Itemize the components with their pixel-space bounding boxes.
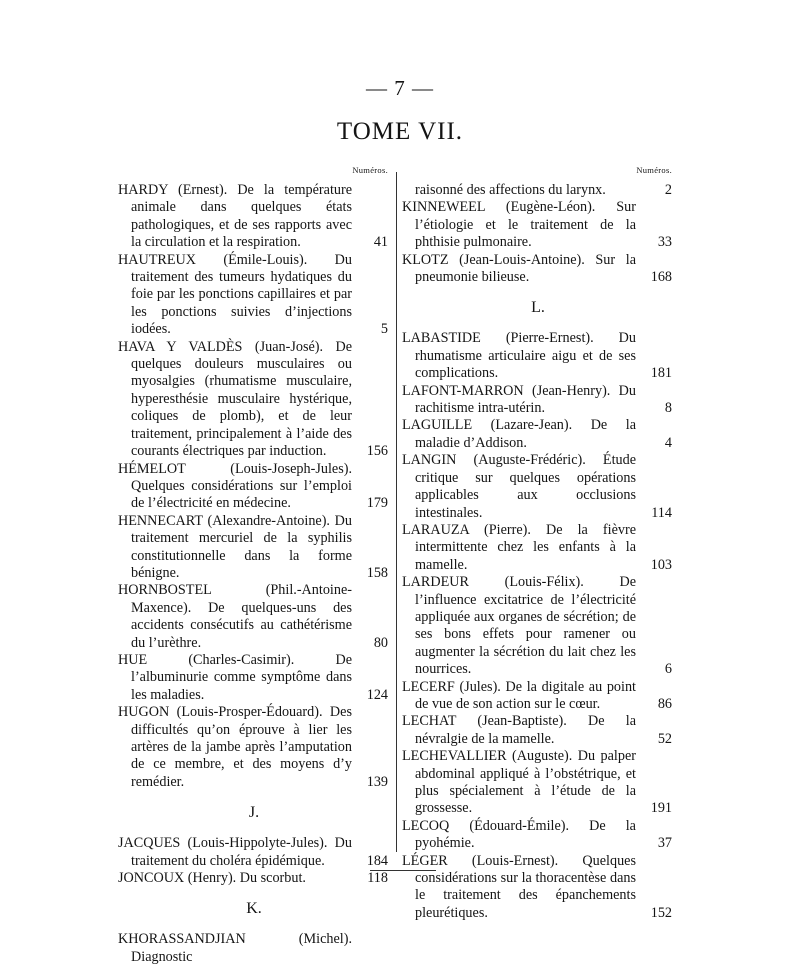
index-entry: [118, 931, 390, 966]
index-entry: [402, 199, 674, 251]
index-entry: [402, 330, 674, 382]
entry-number: 124: [366, 686, 388, 703]
entry-number: 181: [650, 365, 672, 382]
index-entry-continuation: [402, 182, 674, 199]
index-entry: [402, 818, 674, 853]
entry-text: LAGUILLE (Lazare-Jean). De la maladie d’Addison.: [402, 417, 636, 451]
entry-number: 179: [366, 495, 388, 512]
entry-number: 114: [651, 504, 672, 521]
entry-number: 2: [664, 182, 672, 198]
entry-number: 152: [650, 904, 672, 921]
index-entry: [118, 835, 390, 870]
entry-text: HARDY (Ernest). De la température animale dans quelques états pathologiques, et de ses rapports avec la circulation et la respiration.: [118, 182, 352, 251]
numeros-column-label: Numéros.: [352, 165, 388, 175]
entry-text: HENNECART (Alexandre-Antoine). Du traitement mercuriel de la syphilis constitutionnelle dans la forme bénigne.: [118, 512, 352, 581]
entry-number: 80: [373, 634, 388, 651]
entry-text: HÉMELOT (Louis-Joseph-Jules). Quelques considérations sur l’emploi de l’électricité en médecine.: [118, 460, 352, 512]
letter-heading: K.: [246, 900, 262, 918]
index-entry: [402, 417, 674, 452]
index-entry: [118, 182, 390, 252]
left-column: [118, 164, 390, 966]
entry-number: 118: [367, 870, 388, 887]
index-entry: [118, 870, 390, 887]
index-entry: [402, 252, 674, 287]
entry-text: LECOQ (Édouard-Émile). De la pyohémie.: [402, 817, 636, 852]
entry-number: 139: [366, 773, 388, 790]
index-entry: [402, 452, 674, 522]
index-entry: [402, 383, 674, 418]
entry-text: LÉGER (Louis-Ernest). Quelques considérations sur la thoracentèse dans le traitement des épanchements pleurétiques.: [402, 852, 636, 921]
entry-number: 191: [650, 800, 672, 817]
right-column: [402, 164, 674, 922]
entry-text: JONCOUX (Henry). Du scorbut.: [118, 870, 306, 887]
entry-text: LECERF (Jules). De la digitale au point de vue de son action sur le cœur.: [402, 678, 636, 712]
left-column-entries: [118, 182, 390, 966]
page-number: — 7 —: [366, 76, 434, 100]
entry-text: raisonné des affections du larynx.: [415, 182, 606, 198]
index-entry: [118, 652, 390, 704]
entry-text: JACQUES (Louis-Hippolyte-Jules). Du traitement du choléra épidémique.: [118, 835, 352, 869]
entry-text: HAUTREUX (Émile-Louis). Du traitement des tumeurs hydatiques du foie par les ponctions capillaires et par les ponctions suivies d’injections iodées.: [118, 251, 352, 338]
entry-text: LANGIN (Auguste-Frédéric). Étude critique sur quelques opérations applicables aux occlusions intestinales.: [402, 452, 636, 521]
entry-number: 5: [380, 321, 388, 338]
entry-number: 33: [657, 234, 672, 251]
right-column-entries: [402, 182, 674, 922]
entry-number: 37: [657, 835, 672, 852]
index-entry: [118, 252, 390, 339]
entry-text: KLOTZ (Jean-Louis-Antoine). Sur la pneumonie bilieuse.: [402, 251, 636, 286]
entry-text: KHORASSANDJIAN (Michel). Diagnostic: [118, 931, 352, 965]
entry-number: 41: [373, 234, 388, 251]
bottom-rule: [370, 870, 436, 871]
index-entry: [402, 679, 674, 714]
index-entry: [402, 574, 674, 678]
entry-number: 184: [366, 852, 388, 869]
volume-title: TOME VII.: [336, 118, 464, 145]
entry-text: LAFONT-MARRON (Jean-Henry). Du rachitisme intra-utérin.: [402, 382, 636, 417]
entry-number: 168: [650, 269, 672, 286]
entry-text: LECHEVALLIER (Auguste). Du palper abdominal appliqué à l’obstétrique, et plus spécialement à l’étude de la grossesse.: [402, 748, 636, 817]
entry-text: HUE (Charles-Casimir). De l’albuminurie comme symptôme dans les maladies.: [118, 651, 352, 703]
entry-text: HORNBOSTEL (Phil.-Antoine-Maxence). De quelques-uns des accidents consécutifs au cathétérisme du l’urèthre.: [118, 582, 352, 651]
entry-text: LABASTIDE (Pierre-Ernest). Du rhumatisme articulaire aigu et de ses complications.: [402, 330, 636, 382]
entry-text: LARAUZA (Pierre). De la fièvre intermittente chez les enfants à la mamelle.: [402, 521, 636, 573]
entry-number: 86: [657, 695, 672, 712]
entry-number: 158: [366, 564, 388, 581]
index-entry: [118, 704, 390, 791]
entry-text: HUGON (Louis-Prosper-Édouard). Des difficultés qu’on éprouve à lier les artères de la jambe après l’amputation de ce membre, et des moyens d’y remédier.: [118, 704, 352, 790]
index-entry: [402, 748, 674, 818]
index-entry: [402, 522, 674, 574]
entry-number: 52: [657, 730, 672, 747]
index-entry: [118, 513, 390, 583]
entry-text: LARDEUR (Louis-Félix). De l’influence excitatrice de l’électricité appliquée aux organes de sécrétion; de ses bons effets pour ramener ou augmenter la sécrétion du lait chez les nourrices.: [402, 574, 636, 678]
entry-text: KINNEWEEL (Eugène-Léon). Sur l’étiologie et le traitement de la phthisie pulmonaire.: [402, 199, 636, 251]
letter-heading: J.: [248, 804, 260, 822]
column-divider: [396, 172, 397, 852]
entry-text: LECHAT (Jean-Baptiste). De la névralgie de la mamelle.: [402, 713, 636, 747]
index-entry: [118, 339, 390, 461]
entry-number: 4: [664, 434, 672, 451]
index-entry: [118, 461, 390, 513]
numeros-column-label: Numéros.: [636, 165, 672, 175]
index-entry: [402, 853, 674, 923]
letter-heading: L.: [531, 299, 545, 317]
entry-number: 103: [650, 556, 672, 573]
index-entry: [118, 582, 390, 652]
entry-number: 6: [664, 661, 672, 678]
entry-number: 156: [366, 443, 388, 460]
entry-text: HAVA Y VALDÈS (Juan-José). De quelques douleurs musculaires ou myosalgies (rhumatisme musculaire, hyperesthésie musculaire hystérique, coliques de plomb), et de leur traitement, principalement à l’aide des courants électriques par induction.: [118, 338, 352, 460]
entry-number: 8: [664, 400, 672, 417]
index-entry: [402, 713, 674, 748]
